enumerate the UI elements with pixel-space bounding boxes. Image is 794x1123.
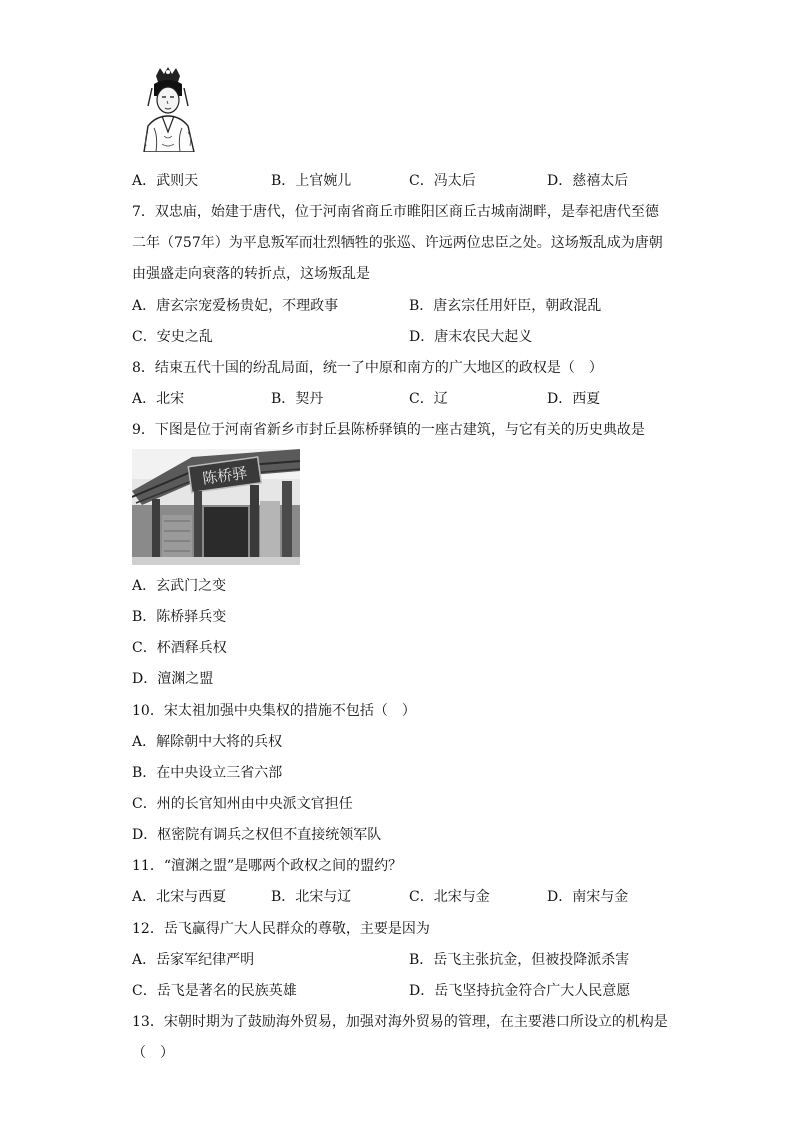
q6-option-b: B．上官婉儿 (271, 173, 352, 189)
q10-text: 10．宋太祖加强中央集权的措施不包括（ ） (132, 703, 416, 719)
q13-text-line-2: （ ） (132, 1045, 174, 1061)
q12-option-c: C．岳飞是著名的民族英雄 (132, 983, 297, 999)
q8-option-d: D．西夏 (547, 391, 601, 407)
q8-text: 8．结束五代十国的纷乱局面，统一了中原和南方的广大地区的政权是（ ） (132, 360, 603, 376)
q7-option-b: B．唐玄宗任用奸臣，朝政混乱 (409, 298, 602, 314)
q10-option-a: A．解除朝中大将的兵权 (132, 734, 283, 750)
building-drawing (132, 449, 300, 565)
q11-option-b: B．北宋与辽 (271, 889, 352, 905)
portrait-drawing (134, 66, 200, 152)
q9-option-b: B．陈桥驿兵变 (132, 609, 227, 625)
q9-text: 9．下图是位于河南省新乡市封丘县陈桥驿镇的一座古建筑，与它有关的历史典故是 (132, 422, 645, 438)
q10-option-c: C．州的长官知州由中央派文官担任 (132, 796, 353, 812)
q8-option-b: B．契丹 (271, 391, 324, 407)
q8-option-c: C．辽 (409, 391, 448, 407)
chenqiao-building-photo (132, 449, 300, 565)
q6-option-c: C．冯太后 (409, 173, 476, 189)
q9-option-d: D．澶渊之盟 (132, 671, 214, 687)
q11-option-c: C．北宋与金 (409, 889, 490, 905)
q10-option-d: D．枢密院有调兵之权但不直接统领军队 (132, 827, 382, 843)
q7-option-c: C．安史之乱 (132, 329, 213, 345)
empress-portrait-image (134, 66, 200, 152)
q7-option-a: A．唐玄宗宠爱杨贵妃，不理政事 (132, 298, 339, 314)
q9-option-c: C．杯酒释兵权 (132, 640, 227, 656)
q12-option-a: A．岳家军纪律严明 (132, 952, 255, 968)
q12-option-d: D．岳飞坚持抗金符合广大人民意愿 (409, 983, 631, 999)
q9-option-a: A．玄武门之变 (132, 578, 227, 594)
q13-text-line-1: 13．宋朝时期为了鼓励海外贸易，加强对海外贸易的管理，在主要港口所设立的机构是 (132, 1014, 668, 1030)
q11-option-a: A．北宋与西夏 (132, 889, 227, 905)
q10-option-b: B．在中央设立三省六部 (132, 765, 283, 781)
building-sign-text: 陈桥驿 (201, 463, 249, 488)
q8-option-a: A．北宋 (132, 391, 185, 407)
q6-option-d: D．慈禧太后 (547, 173, 629, 189)
q7-text-line-3: 由强盛走向衰落的转折点，这场叛乱是 (132, 266, 370, 282)
q12-text: 12．岳飞赢得广大人民群众的尊敬，主要是因为 (132, 921, 430, 937)
q12-option-b: B．岳飞主张抗金，但被投降派杀害 (409, 952, 630, 968)
q11-option-d: D．南宋与金 (547, 889, 629, 905)
q7-text-line-1: 7．双忠庙，始建于唐代，位于河南省商丘市睢阳区商丘古城南湖畔，是奉祀唐代至德 (132, 204, 659, 220)
q7-option-d: D．唐末农民大起义 (409, 329, 533, 345)
q7-text-line-2: 二年（757年）为平息叛军而壮烈牺牲的张巡、许远两位忠臣之处。这场叛乱成为唐朝 (132, 235, 663, 251)
q6-option-a: A．武则天 (132, 173, 199, 189)
q11-text: 11．“澶渊之盟”是哪两个政权之间的盟约？ (132, 858, 403, 874)
